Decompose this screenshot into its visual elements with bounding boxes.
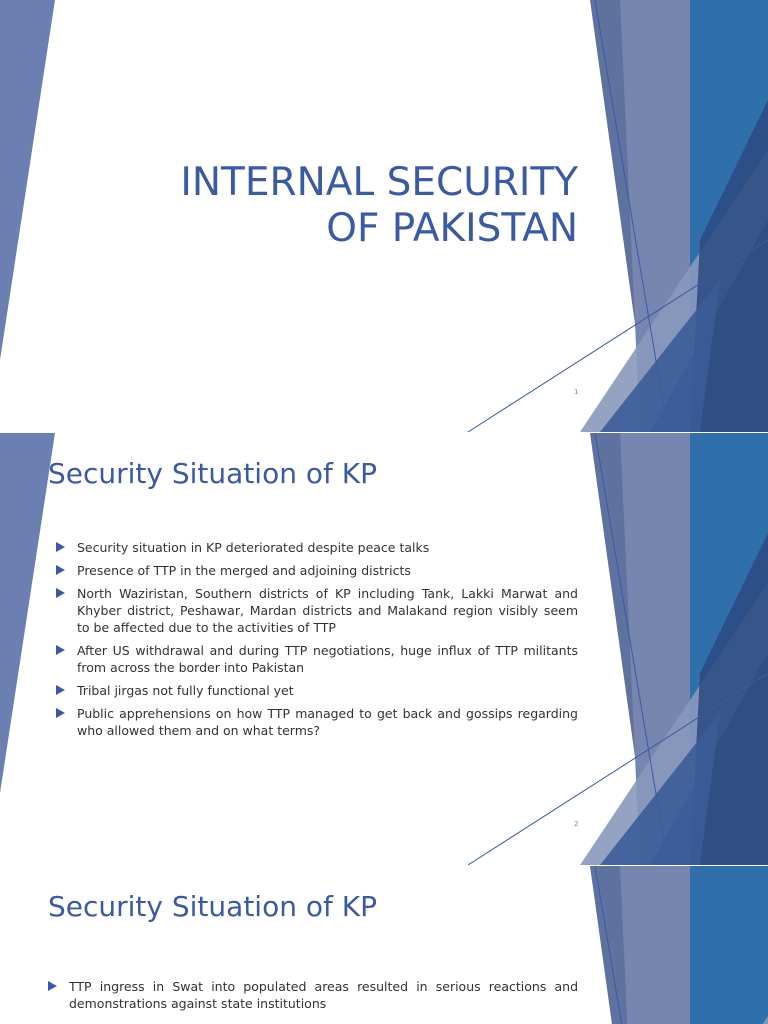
bullet-list: [48, 978, 578, 1018]
list-item: [56, 705, 578, 739]
right-triangle-bullet-icon: [56, 565, 65, 575]
bullet-text: Public apprehensions on how TTP managed to get back and gossips regarding who allowed them and on what terms?: [77, 706, 578, 738]
bullet-text: After US withdrawal and during TTP negotiations, huge influx of TTP militants from across the border into Pakistan: [77, 643, 578, 675]
slide-3: [0, 866, 768, 1024]
title-line-1: INTERNAL SECURITY: [180, 160, 578, 205]
right-triangle-bullet-icon: [56, 685, 65, 695]
bullet-text: Presence of TTP in the merged and adjoining districts: [77, 563, 411, 578]
slide-1: [0, 0, 768, 432]
right-triangle-bullet-icon: [56, 708, 65, 718]
presentation-title: [180, 160, 578, 252]
bullet-text: North Waziristan, Southern districts of KP including Tank, Lakki Marwat and Khyber district, Peshawar, Mardan districts and Malakand region visibly seem to be affected due to the activities of TTP: [77, 586, 578, 635]
slide-2: [0, 433, 768, 865]
list-item: [56, 682, 578, 699]
page-number: 2: [574, 820, 579, 828]
right-triangle-bullet-icon: [48, 981, 57, 991]
right-triangle-bullet-icon: [56, 542, 65, 552]
bullet-list: [56, 539, 578, 745]
bullet-text: Tribal jirgas not fully functional yet: [77, 683, 294, 698]
list-item: [48, 978, 578, 1012]
right-triangle-bullet-icon: [56, 588, 65, 598]
right-triangle-bullet-icon: [56, 645, 65, 655]
list-item: [56, 562, 578, 579]
page-number: 1: [574, 388, 579, 396]
title-line-2: OF PAKISTAN: [326, 206, 578, 251]
list-item: [56, 642, 578, 676]
list-item: [56, 585, 578, 636]
bullet-text: Security situation in KP deteriorated despite peace talks: [77, 540, 430, 555]
list-item: [56, 539, 578, 556]
slide-title: Security Situation of KP: [48, 457, 377, 490]
bullet-text: TTP ingress in Swat into populated areas resulted in serious reactions and demonstrations against state institutions: [69, 979, 578, 1011]
slide-title: Security Situation of KP: [48, 890, 377, 923]
